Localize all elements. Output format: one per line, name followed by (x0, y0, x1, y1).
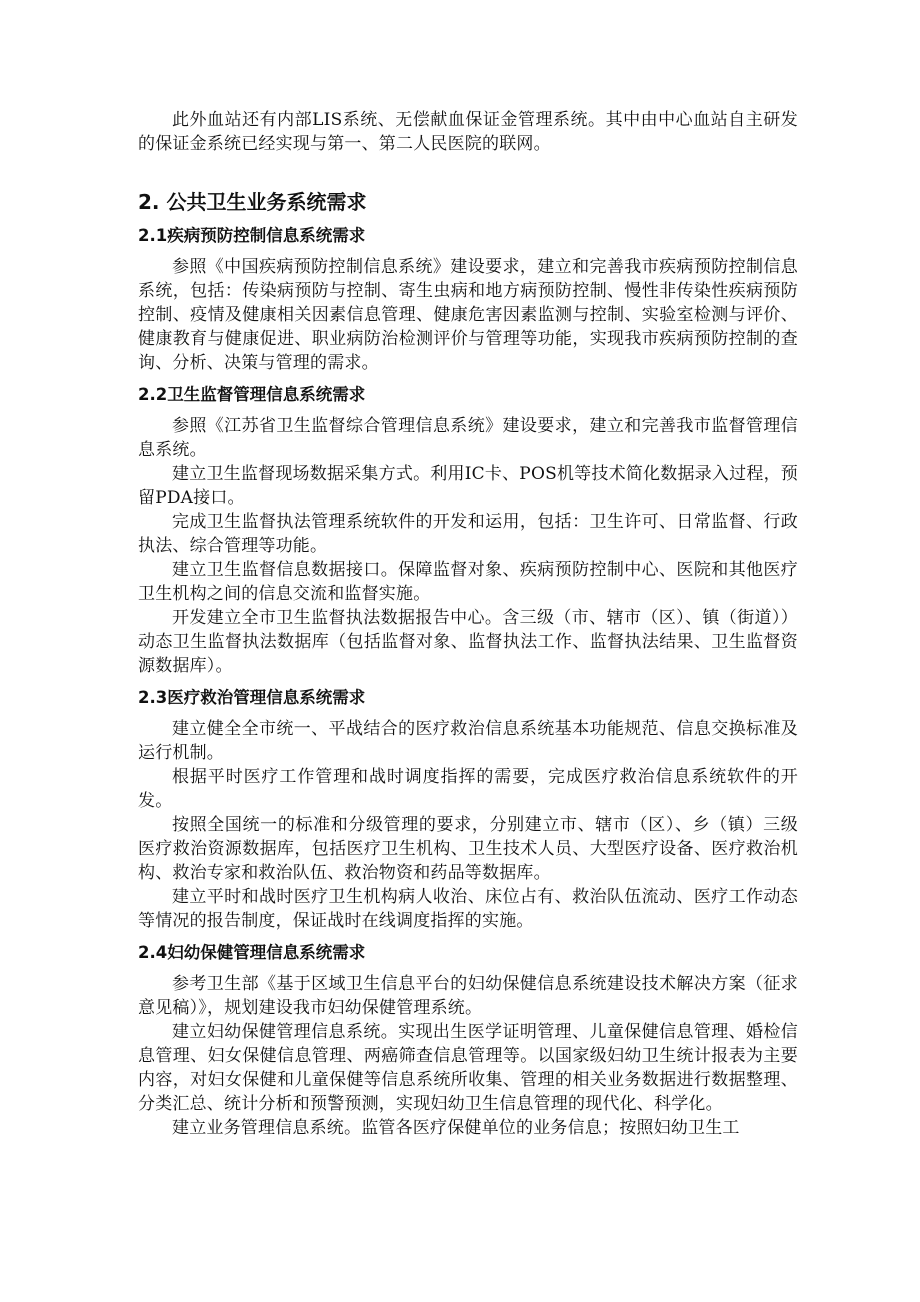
paragraph: 建立平时和战时医疗卫生机构病人收治、床位占有、救治队伍流动、医疗工作动态等情况的报告制度，保证战时在线调度指挥的实施。 (138, 887, 798, 931)
paragraph: 建立妇幼保健管理信息系统。实现出生医学证明管理、儿童保健信息管理、婚检信息管理、妇女保健信息管理、两癌筛查信息管理等。以国家级妇幼卫生统计报表为主要内容，对妇女保健和儿童保健等信息系统所收集、管理的相关业务数据进行数据整理、分类汇总、统计分析和预警预测，实现妇幼卫生信息管理的现代化、科学化。 (138, 1022, 798, 1114)
paragraph: 建立卫生监督现场数据采集方式。利用IC卡、POS机等技术简化数据录入过程，预留PDA接口。 (138, 464, 798, 508)
paragraph: 根据平时医疗工作管理和战时调度指挥的需要，完成医疗救治信息系统软件的开发。 (138, 767, 798, 811)
section-2-1 (138, 224, 798, 375)
document-page (138, 108, 798, 1140)
section-2-3 (138, 686, 798, 933)
paragraph: 建立卫生监督信息数据接口。保障监督对象、疾病预防控制中心、医院和其他医疗卫生机构之间的信息交流和监督实施。 (138, 560, 798, 604)
paragraph: 参照《江苏省卫生监督综合管理信息系统》建设要求，建立和完善我市监督管理信息系统。 (138, 416, 798, 460)
section-title-2-1: 2.1疾病预防控制信息系统需求 (138, 226, 366, 245)
section-heading-2: 2. 公共卫生业务系统需求 (138, 190, 367, 214)
section-title-2-2: 2.2卫生监督管理信息系统需求 (138, 385, 366, 404)
section-2-4 (138, 941, 798, 1140)
intro-paragraph: 此外血站还有内部LIS系统、无偿献血保证金管理系统。其中由中心血站自主研发的保证金系统已经实现与第一、第二人民医院的联网。 (138, 110, 798, 154)
paragraph: 参考卫生部《基于区域卫生信息平台的妇幼保健信息系统建设技术解决方案（征求意见稿）》，规划建设我市妇幼保健管理系统。 (138, 974, 798, 1018)
paragraph: 按照全国统一的标准和分级管理的要求，分别建立市、辖市（区）、乡（镇）三级医疗救治资源数据库，包括医疗卫生机构、卫生技术人员、大型医疗设备、医疗救治机构、救治专家和救治队伍、救治物资和药品等数据库。 (138, 815, 798, 883)
section-title-2-4: 2.4妇幼保健管理信息系统需求 (138, 943, 366, 962)
paragraph: 参照《中国疾病预防控制信息系统》建设要求，建立和完善我市疾病预防控制信息系统，包括：传染病预防与控制、寄生虫病和地方病预防控制、慢性非传染性疾病预防控制、疫情及健康相关因素信息管理、健康危害因素监测与控制、实验室检测与评价、健康教育与健康促进、职业病防治检测评价与管理等功能，实现我市疾病预防控制的查询、分析、决策与管理的需求。 (138, 257, 798, 373)
paragraph: 建立健全全市统一、平战结合的医疗救治信息系统基本功能规范、信息交换标准及运行机制。 (138, 719, 798, 763)
paragraph: 建立业务管理信息系统。监管各医疗保健单位的业务信息；按照妇幼卫生工 (172, 1118, 740, 1138)
section-title-2-3: 2.3医疗救治管理信息系统需求 (138, 688, 366, 707)
paragraph: 完成卫生监督执法管理系统软件的开发和运用，包括：卫生许可、日常监督、行政执法、综合管理等功能。 (138, 512, 798, 556)
section-2-2 (138, 383, 798, 678)
paragraph: 开发建立全市卫生监督执法数据报告中心。含三级（市、辖市（区）、镇（街道））动态卫生监督执法数据库（包括监督对象、监督执法工作、监督执法结果、卫生监督资源数据库）。 (138, 608, 798, 676)
